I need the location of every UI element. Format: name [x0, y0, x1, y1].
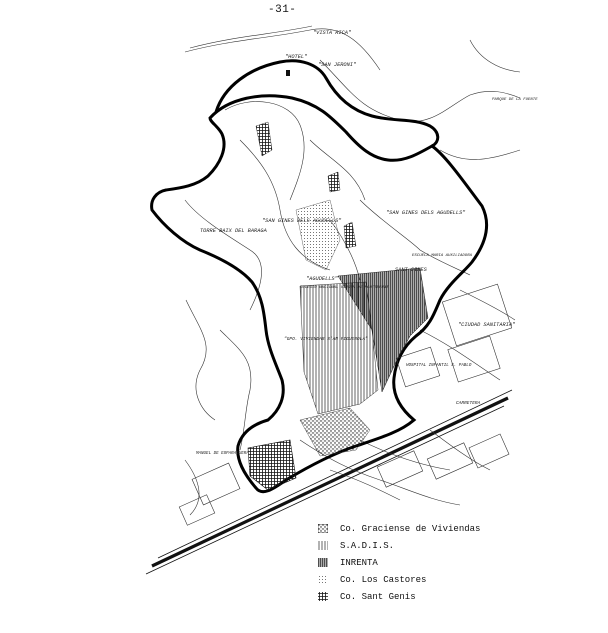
- sant-genis-area: [248, 440, 296, 490]
- label-colegio: COLEGIO NACIONAL VIRGEN DE MONTSERRAT: [300, 286, 389, 290]
- map-legend: [318, 520, 538, 605]
- label-ciudad-sanitaria: "CIUDAD SANITARIA": [458, 322, 516, 328]
- vertical-hatch-swatch-icon: [318, 541, 328, 550]
- legend-label: INRENTA: [340, 557, 378, 568]
- dense-vertical-swatch-icon: [318, 558, 328, 567]
- legend-label: Co. Sant Genis: [340, 591, 416, 602]
- label-gpo-viviendas: "GPO. VIVIENDAS S'AN FIGUEROLA": [284, 337, 368, 342]
- legend-label: Co. Los Castores: [340, 574, 427, 585]
- legend-label: S.A.D.I.S.: [340, 540, 395, 551]
- label-carretera: CARRETERA: [456, 401, 481, 406]
- legend-item-los-castores: [318, 571, 538, 588]
- legend-item-graciense: [318, 520, 538, 537]
- graciense-area: [300, 408, 370, 456]
- label-hospital: HOSPITAL INFANTIL S. PABLO: [406, 364, 472, 368]
- legend-item-sadis: [318, 537, 538, 554]
- label-esparaguera: MANUEL DE ESPARAGUERA: [196, 452, 249, 456]
- label-san-gines-east: "SAN GINES DELS AGUDELLS": [386, 210, 466, 216]
- hotel-marker: [286, 70, 290, 76]
- northern-boundary: [216, 61, 438, 146]
- legend-item-sant-genis: [318, 588, 538, 605]
- dotted-cross-swatch-icon: [318, 524, 328, 533]
- label-torre-baix: TORRE BAIX DEL BARAGA: [200, 228, 267, 234]
- legend-label: Co. Graciense de Viviendas: [340, 523, 481, 534]
- fine-dots-swatch-icon: [318, 575, 328, 584]
- label-escuela: ESCUELA MARIA AUXILIADORA: [412, 254, 473, 258]
- label-san-jeroni: "SAN JERONI": [318, 62, 357, 68]
- page-number: -31-: [268, 4, 297, 16]
- legend-item-inrenta: [318, 554, 538, 571]
- label-vista-rica: "VISTA RICA": [313, 30, 352, 36]
- label-parque-fuente: PARQUE DE LA FUENTE: [492, 98, 538, 102]
- label-sant-gines-street: SANT GINES: [395, 267, 427, 273]
- cross-hatch-swatch-icon: [318, 592, 328, 601]
- label-hotel: "HOTEL": [285, 54, 308, 60]
- label-san-gines-west: "SAN GINES DELS AGUDELLS": [262, 218, 342, 224]
- los-castores-area: [296, 200, 340, 270]
- label-agudells: "AGUDELLS": [306, 276, 338, 282]
